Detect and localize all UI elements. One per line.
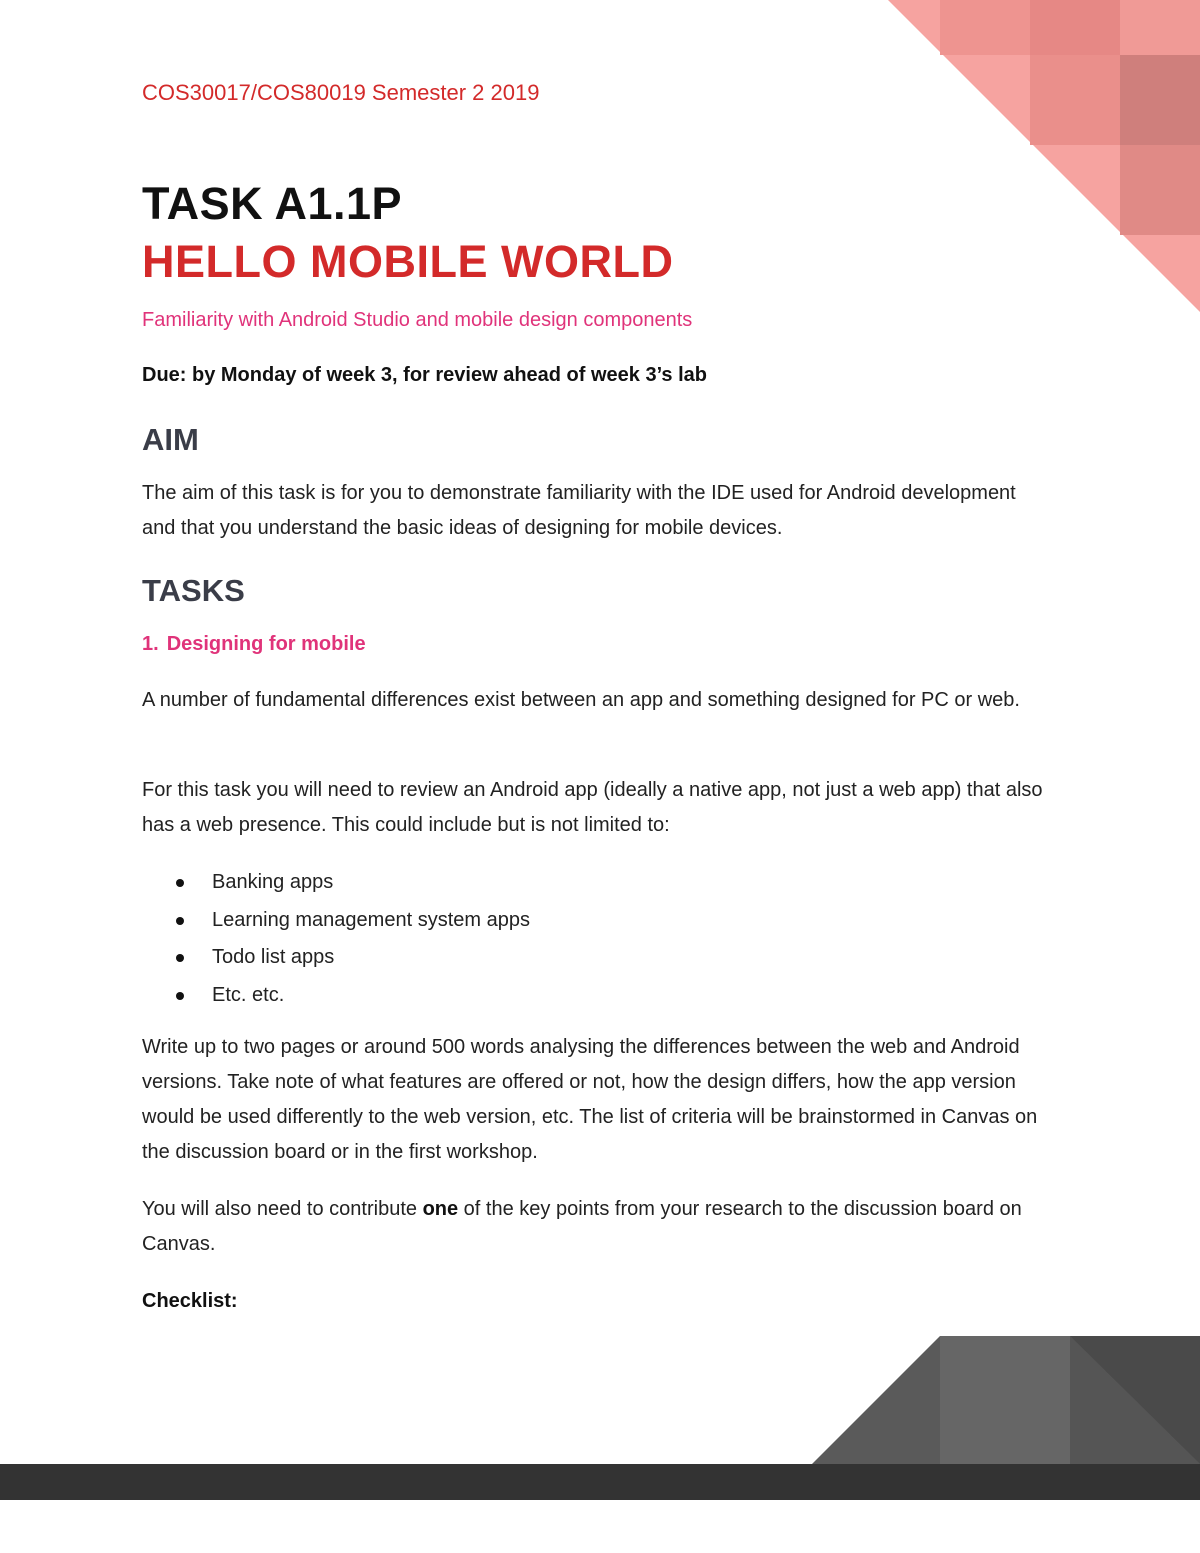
bullet-icon [176,917,184,925]
contribute-text-end: of the key points from your research to the discussion board on Canvas. [142,1198,1022,1255]
bullet-icon [176,879,184,887]
contribute-emphasis: one [422,1198,459,1220]
paragraph-review: For this task you will need to review an Android app (ideally a native app, not just a web app) that also has a web presence. This could include but is not limited to: [142,779,1043,836]
aim-heading: AIM [142,422,199,457]
paragraph-writeup: Write up to two pages or around 500 words analysing the differences between the web and Android versions. Take note of what features are offered or not, how the design differs, how the app version would be used differently to the web version, etc. The list of criteria will be brainstormed in Canvas on the discussion board or in the first workshop. [142,1036,1038,1163]
top-right-red-triangle-decoration [888,0,1200,312]
list-item-text: Learning management system apps [212,908,530,931]
task-title: TASK A1.1P [142,178,403,229]
list-item-text: Banking apps [212,871,334,893]
list-item-text: Todo list apps [212,946,335,968]
tasks-heading: TASKS [142,573,245,608]
subtask-heading [142,633,366,656]
subtask-title: Designing for mobile [166,633,366,655]
list-item [142,939,530,977]
task-tagline: Familiarity with Android Studio and mobile design components [142,309,693,331]
bottom-right-gray-decoration [812,1336,1200,1464]
list-item [142,864,530,902]
subtask-number: 1. [142,633,159,655]
paragraph-differences: A number of fundamental differences exist between an app and something designed for PC or web. [142,689,1020,711]
list-item [142,977,530,1015]
footer-bar [0,1464,1200,1500]
aim-text: The aim of this task is for you to demonstrate familiarity with the IDE used for Android development and that you understand the basic ideas of designing for mobile devices. [142,482,1016,539]
paragraph-contribute [142,1192,1062,1262]
contribute-text-start: You will also need to contribute [142,1198,423,1220]
bullet-icon [176,992,184,1000]
list-item-text: Etc. etc. [212,983,285,1006]
task-subtitle: HELLO MOBILE WORLD [142,236,674,287]
course-code: COS30017/COS80019 Semester 2 2019 [142,80,540,105]
bullet-icon [176,954,184,962]
app-examples-list [142,864,530,1014]
list-item [142,902,530,940]
due-date: Due: by Monday of week 3, for review ahead of week 3’s lab [142,364,707,386]
checklist-heading: Checklist: [142,1290,238,1312]
